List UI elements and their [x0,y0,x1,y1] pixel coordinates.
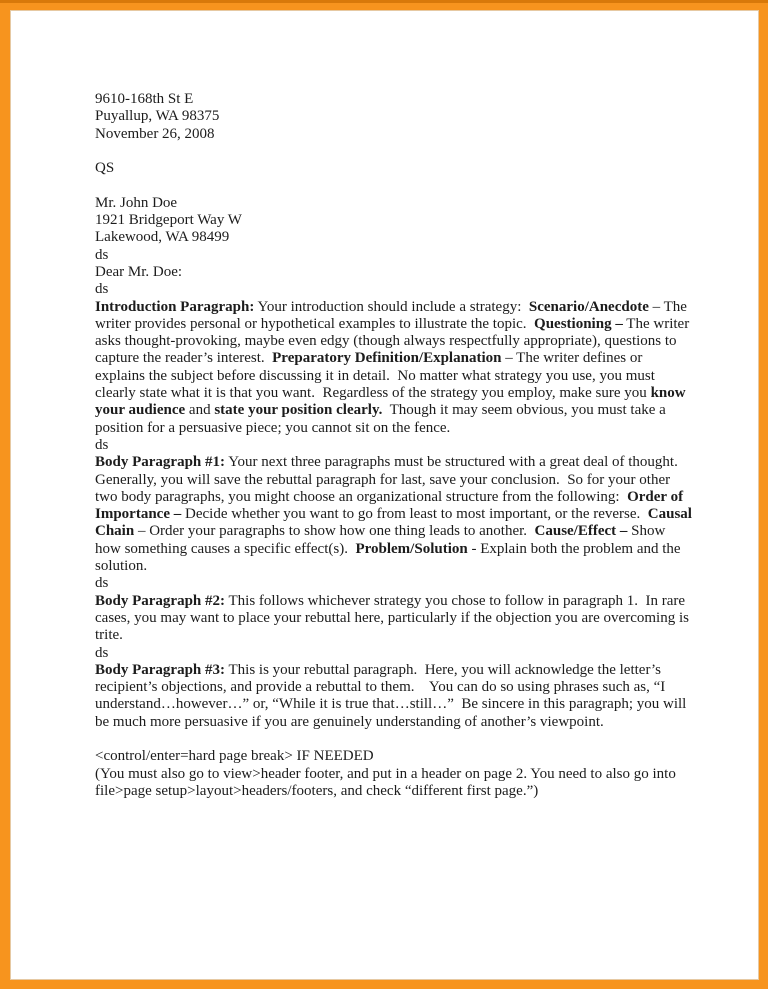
letter-content [95,91,696,800]
body-paragraph-3: Body Paragraph #3: This is your rebuttal paragraph. Here, you will acknowledge the letter’s recipient’s objections, and provide a rebuttal to them. You can do so using phrases such as, “I understand…however…” or, “While it is true that…still…” Be sincere in this paragraph; you will be much more persuasive if you are genuinely understanding of another’s viewpoint. [95,661,691,730]
recipient-address-line: Lakewood, WA 98499 [95,229,230,246]
ds-marker: ds [95,246,109,263]
recipient-address-line: Mr. John Doe [95,194,178,211]
ds-marker: ds [95,644,109,661]
header-footer-note: (You must also go to view>header footer, and put in a header on page 2. You need to also go into file>page setup>layout>headers/footers, and check “different first page.”) [95,765,680,799]
letter-page [10,10,759,980]
recipient-address-line: 1921 Bridgeport Way W [95,212,242,229]
qs-marker: QS [95,160,115,177]
intro-paragraph: Introduction Paragraph: Your introduction should include a strategy: Scenario/Anecdote – The writer provides personal or hypothetical examples to illustrate the topic. Questioning – The writer asks thought-provoking, maybe even edgy (though always respectfully appropriate), questions to capture the reader’s interest. Preparatory Definition/Explanation – The writer defines or explains the subject before discussing it in detail. No matter what strategy you use, you must clearly state what it is that you want. Regardless of the strategy you employ, make sure you know your audience and state your position clearly. Though it may seem obvious, you must take a position for a persuasive piece; you cannot sit on the fence. [95,298,693,436]
salutation: Dear Mr. Doe: [95,263,183,280]
blank-line [95,731,692,748]
frame-top-edge [0,0,768,3]
ds-marker: ds [95,575,109,592]
letter-date: November 26, 2008 [95,125,215,142]
return-address-line: Puyallup, WA 98375 [95,108,220,125]
blank-line [95,177,692,194]
ds-marker: ds [95,281,109,298]
return-address-line: 9610-168th St E [95,91,194,107]
body-paragraph-1: Body Paragraph #1: Your next three paragraphs must be structured with a great deal of thought. Generally, you will save the rebuttal paragraph for last, save your conclusion. So for your other two body paragraphs, you might choose an organizational structure from the following: Order of Importance – Decide whether you want to go from least to most important, or the reverse. Causal Chain – Order your paragraphs to show how one thing leads to another. Cause/Effect – Show how something causes a specific effect(s). Problem/Solution - Explain both the problem and the solution. [95,454,696,575]
page-break-note: <control/enter=hard page break> IF NEEDED [95,748,374,765]
ds-marker: ds [95,436,109,453]
blank-line [95,143,692,160]
body-paragraph-2: Body Paragraph #2: This follows whichever strategy you chose to follow in paragraph 1. In rare cases, you may want to place your rebuttal here, particularly if the objection you are overcoming is trite. [95,592,693,644]
